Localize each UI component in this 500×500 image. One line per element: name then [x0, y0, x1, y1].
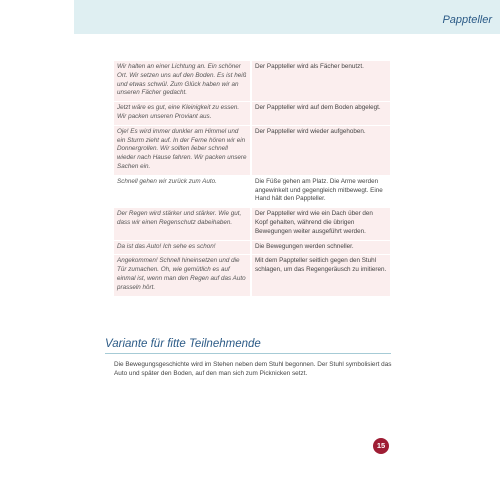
table-row: [114, 176, 390, 208]
action-cell: Der Pappteller wird als Fächer benutzt.: [252, 61, 390, 102]
story-cell: Schnell gehen wir zurück zum Auto.: [114, 176, 252, 208]
action-cell: Die Füße gehen am Platz. Die Arme werden angewinkelt und gegengleich mitbewegt. Eine Hand hält den Pappteller.: [252, 176, 390, 208]
variant-text: Die Bewegungsgeschichte wird im Stehen neben dem Stuhl begonnen. Der Stuhl symbolisiert das Auto und später den Boden, auf den man sich zum Picknicken setzt.: [114, 361, 392, 377]
page-header-title: Pappteller: [442, 14, 492, 26]
table-row: [114, 208, 390, 240]
table-row: [114, 61, 390, 102]
variant-heading: Variante für fitte Teilnehmende: [105, 338, 391, 354]
action-cell: Die Bewegungen werden schneller.: [252, 241, 390, 256]
action-cell: Der Pappteller wird auf dem Boden abgelegt.: [252, 102, 390, 126]
table-row: [114, 126, 390, 176]
story-cell: Jetzt wäre es gut, eine Kleinigkeit zu essen. Wir packen unseren Proviant aus.: [114, 102, 252, 126]
page-number-badge: 15: [373, 438, 389, 454]
story-cell: Da ist das Auto! Ich sehe es schon!: [114, 241, 252, 256]
story-cell: Oje! Es wird immer dunkler am Himmel und ein Sturm zieht auf. In der Ferne hören wir ein Donnergrollen. Wir sollten lieber schnell wieder nach Hause fahren. Wir packen unsere Sachen ein.: [114, 126, 252, 176]
table-row: [114, 102, 390, 126]
story-cell: Der Regen wird stärker und stärker. Wie gut, dass wir einen Regenschutz dabeihaben.: [114, 208, 252, 240]
table-row: [114, 255, 390, 296]
table-row: [114, 241, 390, 256]
story-cell: Angekommen! Schnell hineinsetzen und die Tür zumachen. Oh, wie gemütlich es auf einmal ist, wenn man den Regen auf das Auto prasseln hört.: [114, 255, 252, 296]
action-cell: Mit dem Pappteller seitlich gegen den Stuhl schlagen, um das Regengeräusch zu imitieren.: [252, 255, 390, 296]
movement-story-table: [114, 61, 390, 297]
story-cell: Wir halten an einer Lichtung an. Ein schöner Ort. Wir setzen uns auf den Boden. Es ist heiß und etwas schwül. Zum Glück haben wir an unseren Fächer gedacht.: [114, 61, 252, 102]
action-cell: Der Pappteller wird wieder aufgehoben.: [252, 126, 390, 176]
header-band: [74, 0, 500, 34]
action-cell: Der Pappteller wird wie ein Dach über den Kopf gehalten, während die übrigen Bewegungen weiter ausgeführt werden.: [252, 208, 390, 240]
